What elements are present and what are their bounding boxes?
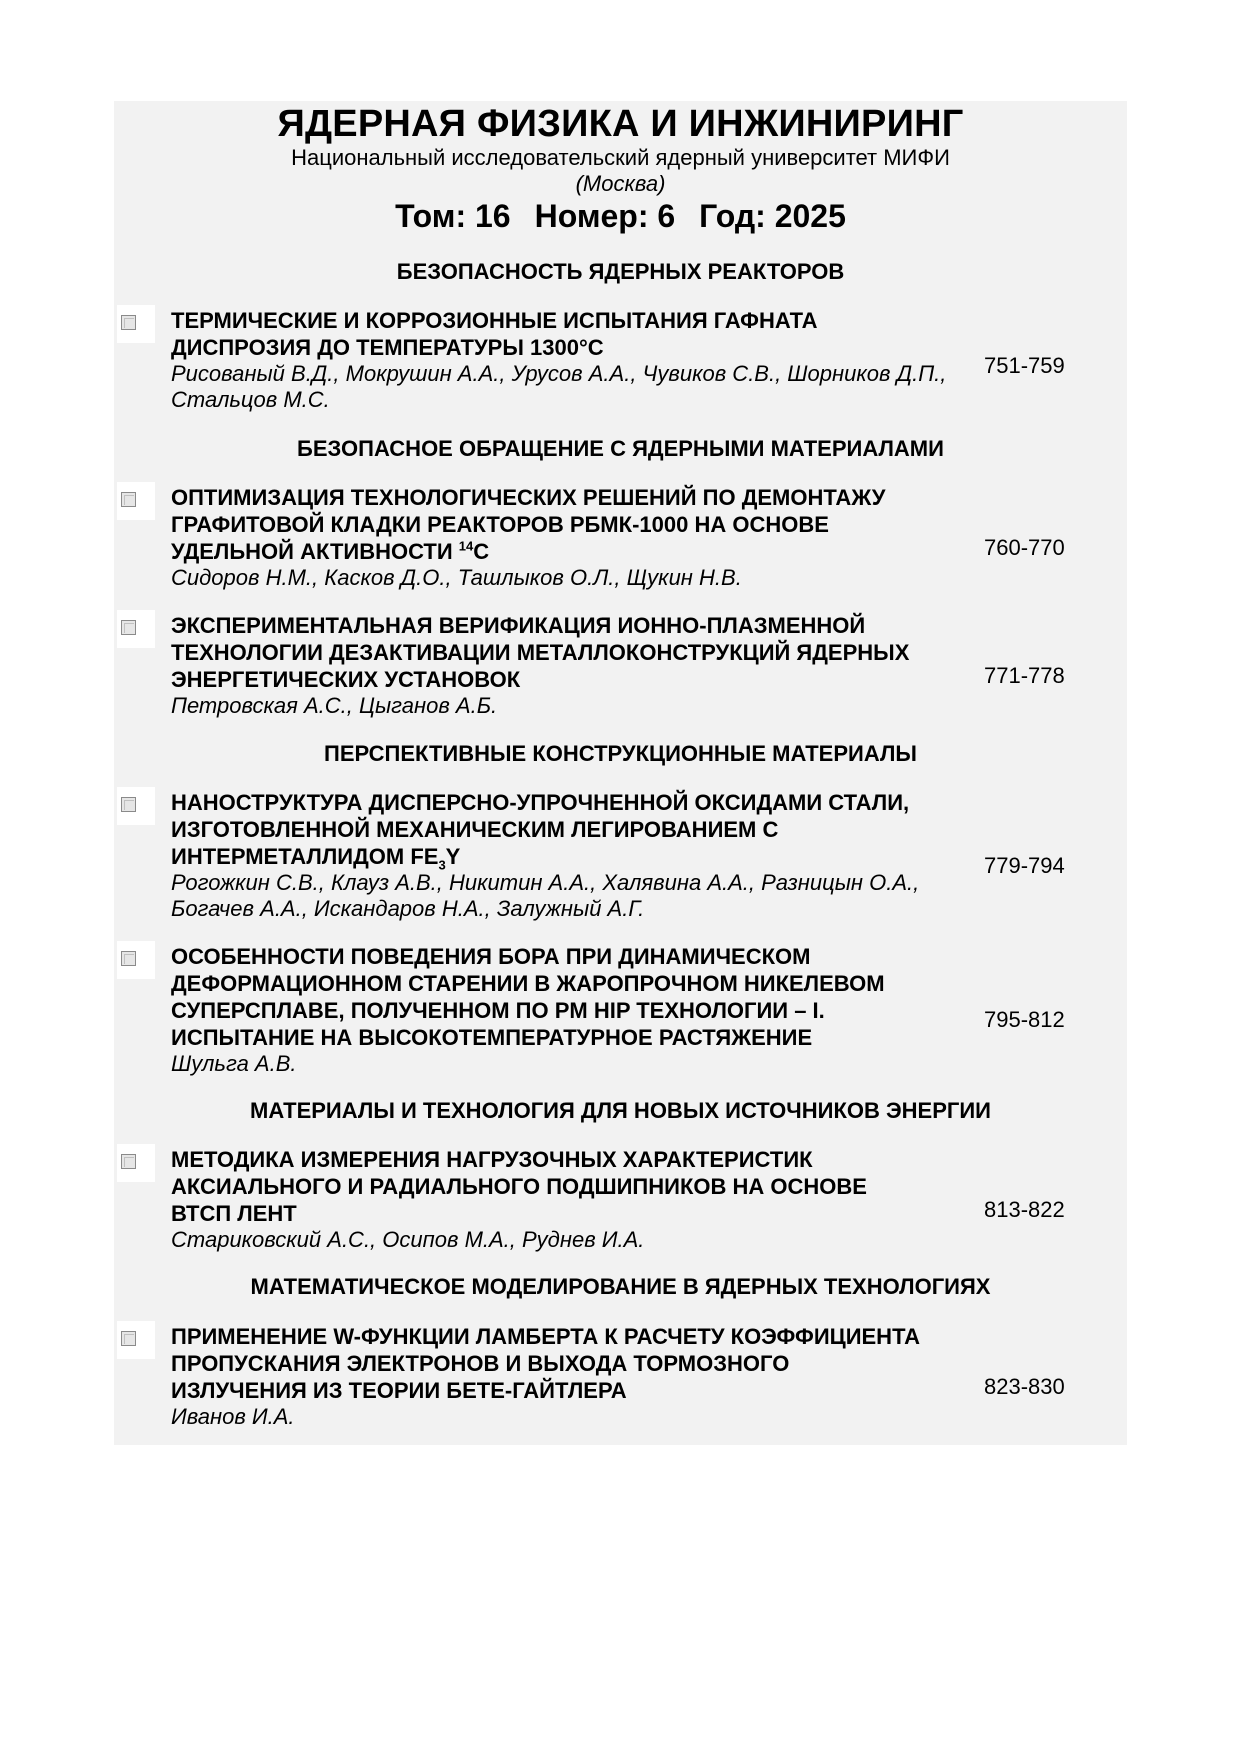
article-authors: Рогожкин С.В., Клауз А.В., Никитин А.А., Халявина А.А., Разницын О.А., Богачев А.А., Искандаров Н.А., Залужный А.Г.: [171, 870, 920, 921]
checkbox-icon: [121, 315, 136, 330]
article-title-link[interactable]: ОПТИМИЗАЦИЯ ТЕХНОЛОГИЧЕСКИХ РЕШЕНИЙ ПО ДЕМОНТАЖУ ГРАФИТОВОЙ КЛАДКИ РЕАКТОРОВ РБМК-1000 НА ОСНОВЕ УДЕЛЬНОЙ АКТИВНОСТИ $^{14}$C: [171, 485, 886, 564]
article-authors: Шульга А.В.: [171, 1051, 297, 1076]
article-title-link[interactable]: МЕТОДИКА ИЗМЕРЕНИЯ НАГРУЗОЧНЫХ ХАРАКТЕРИСТИК АКСИАЛЬНОГО И РАДИАЛЬНОГО ПОДШИПНИКОВ НА ОСНОВЕ ВТСП ЛЕНТ: [171, 1147, 867, 1226]
section-heading: БЕЗОПАСНОСТЬ ЯДЕРНЫХ РЕАКТОРОВ: [396, 259, 845, 284]
article-checkbox[interactable]: [117, 305, 155, 343]
article-title-link[interactable]: ОСОБЕННОСТИ ПОВЕДЕНИЯ БОРА ПРИ ДИНАМИЧЕСКОМ ДЕФОРМАЦИОННОМ СТАРЕНИИ В ЖАРОПРОЧНОМ НИКЕЛЕВОМ СУПЕРСПЛАВЕ, ПОЛУЧЕННОМ ПО PM HIP ТЕХНОЛОГИИ – I. ИСПЫТАНИЕ НА ВЫСОКОТЕМПЕРАТУРНОЕ РАСТЯЖЕНИЕ: [171, 944, 885, 1050]
checkbox-icon: [121, 1154, 136, 1169]
checkbox-icon: [121, 1331, 136, 1346]
article-pages: 760-770: [984, 535, 1065, 560]
checkbox-icon: [121, 620, 136, 635]
section-heading: БЕЗОПАСНОЕ ОБРАЩЕНИЕ С ЯДЕРНЫМИ МАТЕРИАЛАМИ: [297, 436, 944, 461]
article-checkbox[interactable]: [117, 1321, 155, 1359]
article-title-link[interactable]: ТЕРМИЧЕСКИЕ И КОРРОЗИОННЫЕ ИСПЫТАНИЯ ГАФНАТА ДИСПРОЗИЯ ДО ТЕМПЕРАТУРЫ 1300°C: [171, 308, 818, 360]
article-authors: Петровская А.С., Цыганов А.Б.: [171, 693, 498, 718]
article-checkbox[interactable]: [117, 1144, 155, 1182]
issue-volume: Том: 16: [395, 198, 511, 234]
article-pages: 779-794: [984, 853, 1065, 878]
article-title-link[interactable]: ПРИМЕНЕНИЕ W-ФУНКЦИИ ЛАМБЕРТА К РАСЧЕТУ КОЭФФИЦИЕНТА ПРОПУСКАНИЯ ЭЛЕКТРОНОВ И ВЫХОДА ТОРМОЗНОГО ИЗЛУЧЕНИЯ ИЗ ТЕОРИИ БЕТЕ-ГАЙТЛЕРА: [171, 1324, 921, 1403]
publisher-city: (Москва): [575, 171, 666, 196]
article-pages: 751-759: [984, 353, 1065, 378]
article-title-link[interactable]: НАНОСТРУКТУРА ДИСПЕРСНО-УПРОЧНЕННОЙ ОКСИДАМИ СТАЛИ, ИЗГОТОВЛЕННОЙ МЕХАНИЧЕСКИМ ЛЕГИРОВАНИЕМ С ИНТЕРМЕТАЛЛИДОМ $FE_3Y$: [171, 790, 910, 873]
section-heading: МАТЕРИАЛЫ И ТЕХНОЛОГИЯ ДЛЯ НОВЫХ ИСТОЧНИКОВ ЭНЕРГИИ: [250, 1098, 991, 1123]
article-authors: Иванов И.А.: [171, 1404, 295, 1429]
issue-year: Год: 2025: [699, 198, 846, 234]
article-authors: Сидоров Н.М., Касков Д.О., Ташлыков О.Л., Щукин Н.В.: [171, 565, 742, 590]
article-checkbox[interactable]: [117, 941, 155, 979]
article-pages: 823-830: [984, 1374, 1065, 1399]
checkbox-icon: [121, 797, 136, 812]
article-authors: Стариковский А.С., Осипов М.А., Руднев И.А.: [171, 1227, 645, 1252]
article-pages: 795-812: [984, 1007, 1065, 1032]
contents-panel: [114, 101, 1127, 1445]
article-title-link[interactable]: ЭКСПЕРИМЕНТАЛЬНАЯ ВЕРИФИКАЦИЯ ИОННО-ПЛАЗМЕННОЙ ТЕХНОЛОГИИ ДЕЗАКТИВАЦИИ МЕТАЛЛОКОНСТРУКЦИЙ ЯДЕРНЫХ ЭНЕРГЕТИЧЕСКИХ УСТАНОВОК: [171, 613, 910, 692]
article-pages: 813-822: [984, 1197, 1065, 1222]
checkbox-icon: [121, 951, 136, 966]
section-heading: МАТЕМАТИЧЕСКОЕ МОДЕЛИРОВАНИЕ В ЯДЕРНЫХ ТЕХНОЛОГИЯХ: [250, 1274, 991, 1299]
article-authors: Рисованый В.Д., Мокрушин А.А., Урусов А.А., Чувиков С.В., Шорников Д.П., Стальцов М.С.: [171, 361, 947, 412]
article-checkbox[interactable]: [117, 482, 155, 520]
checkbox-icon: [121, 492, 136, 507]
issue-number: Номер: 6: [534, 198, 676, 234]
section-heading: ПЕРСПЕКТИВНЫЕ КОНСТРУКЦИОННЫЕ МАТЕРИАЛЫ: [324, 741, 917, 766]
journal-title: ЯДЕРНАЯ ФИЗИКА И ИНЖИНИРИНГ: [277, 103, 964, 145]
article-checkbox[interactable]: [117, 610, 155, 648]
publisher-name: Национальный исследовательский ядерный университет МИФИ: [291, 145, 950, 170]
article-pages: 771-778: [984, 663, 1065, 688]
issue-info: [114, 198, 1127, 235]
article-checkbox[interactable]: [117, 787, 155, 825]
